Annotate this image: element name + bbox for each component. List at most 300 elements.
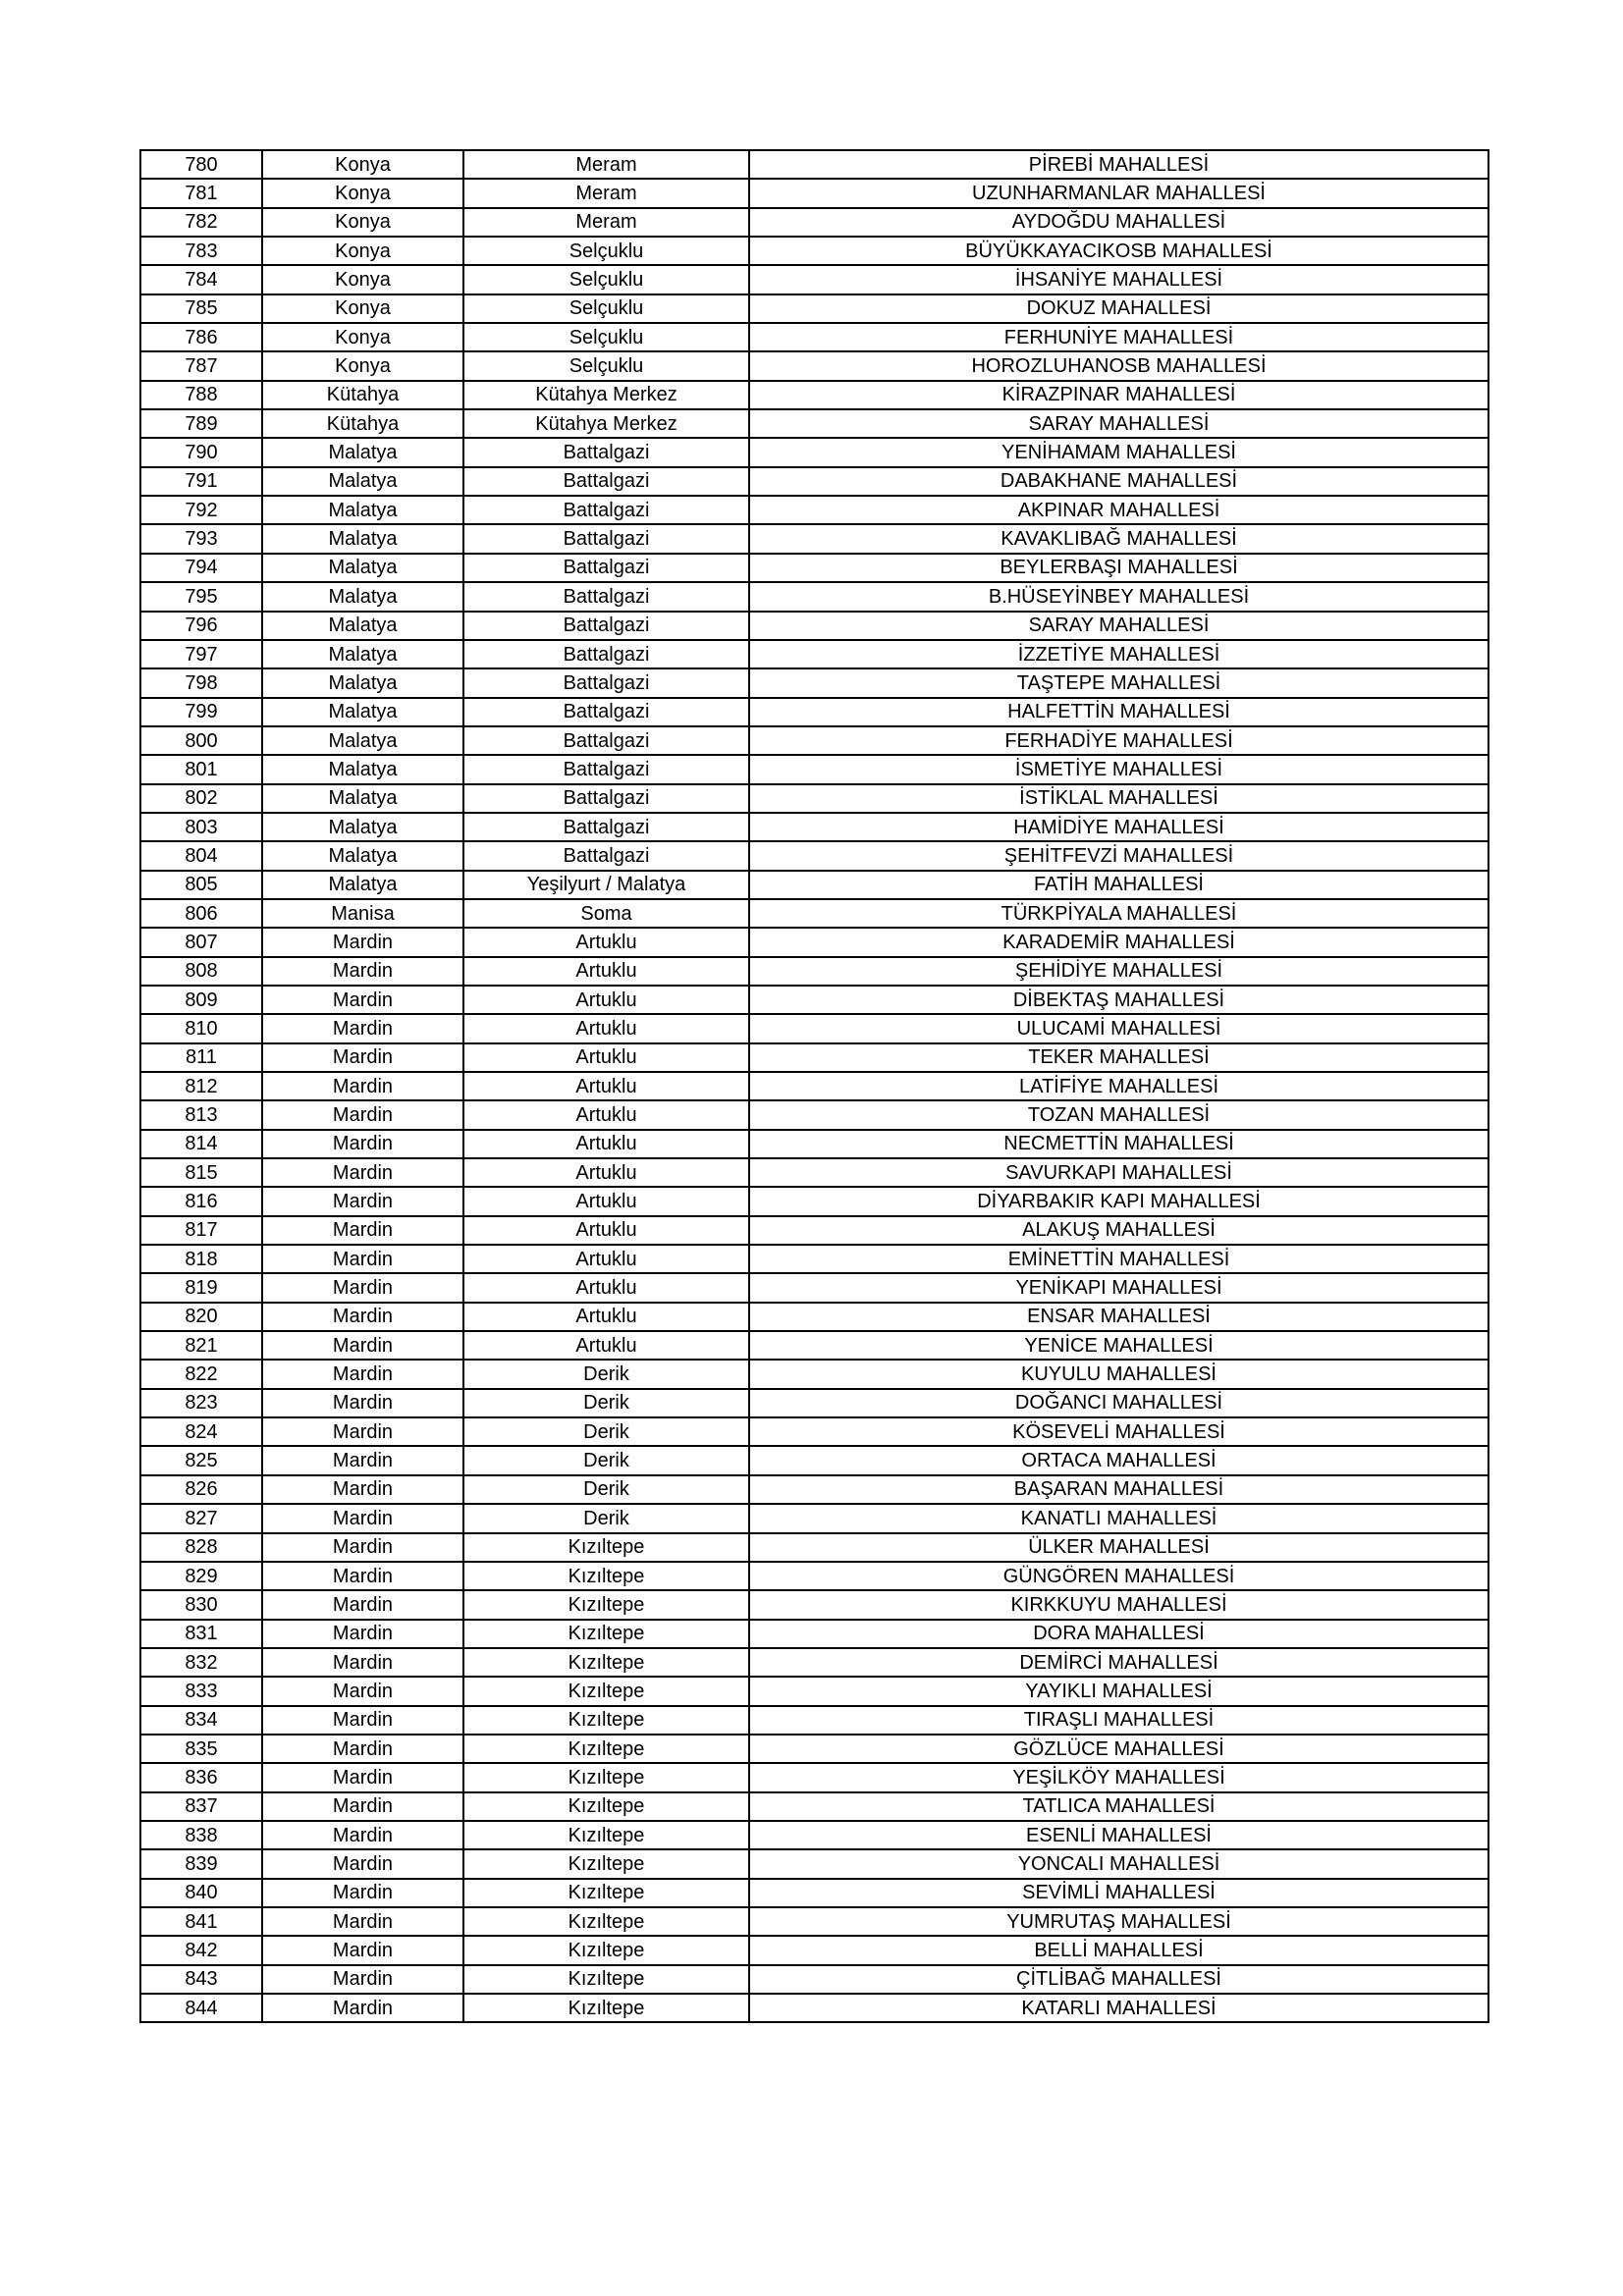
table-row [140,957,1488,986]
district-cell: Yeşilyurt / Malatya [463,871,749,899]
row-number-cell: 838 [140,1821,262,1849]
row-number-cell: 831 [140,1620,262,1648]
row-number-cell: 787 [140,351,262,380]
district-cell: Artuklu [463,1245,749,1273]
table-row [140,582,1488,611]
table-body [140,150,1488,2022]
table-row [140,640,1488,668]
district-cell: Battalgazi [463,612,749,640]
district-cell: Kızıltepe [463,1648,749,1677]
row-number-cell: 810 [140,1014,262,1042]
neighborhood-cell: KANATLI MAHALLESİ [749,1504,1488,1532]
district-cell: Kızıltepe [463,1965,749,1994]
district-cell: Selçuklu [463,237,749,265]
province-cell: Mardin [262,1475,463,1504]
row-number-cell: 808 [140,957,262,986]
table-row [140,1216,1488,1245]
neighborhood-cell: ÇİTLİBAĞ MAHALLESİ [749,1965,1488,1994]
table-row [140,1562,1488,1590]
province-cell: Malatya [262,841,463,870]
table-row [140,1936,1488,1964]
row-number-cell: 836 [140,1763,262,1791]
district-cell: Battalgazi [463,755,749,783]
table-row [140,1965,1488,1994]
province-cell: Malatya [262,784,463,813]
district-cell: Battalgazi [463,554,749,582]
neighborhood-cell: AKPINAR MAHALLESİ [749,496,1488,524]
neighborhood-cell: YENİHAMAM MAHALLESİ [749,438,1488,466]
table-row [140,841,1488,870]
table-row [140,1158,1488,1187]
neighborhood-cell: FATİH MAHALLESİ [749,871,1488,899]
district-cell: Artuklu [463,1303,749,1331]
province-cell: Malatya [262,668,463,697]
neighborhood-table [139,149,1489,2023]
district-cell: Soma [463,899,749,928]
district-cell: Artuklu [463,1158,749,1187]
table-row [140,1475,1488,1504]
province-cell: Malatya [262,640,463,668]
table-row [140,1303,1488,1331]
province-cell: Konya [262,323,463,351]
district-cell: Selçuklu [463,265,749,294]
neighborhood-cell: FERHUNİYE MAHALLESİ [749,323,1488,351]
district-cell: Meram [463,150,749,179]
row-number-cell: 805 [140,871,262,899]
district-cell: Artuklu [463,1331,749,1360]
district-cell: Kızıltepe [463,1590,749,1619]
table-row [140,1043,1488,1072]
row-number-cell: 794 [140,554,262,582]
province-cell: Mardin [262,1072,463,1100]
neighborhood-cell: GÖZLÜCE MAHALLESİ [749,1735,1488,1763]
province-cell: Mardin [262,1187,463,1215]
province-cell: Mardin [262,1936,463,1964]
district-cell: Kütahya Merkez [463,409,749,438]
neighborhood-cell: KUYULU MAHALLESİ [749,1360,1488,1388]
table-row [140,409,1488,438]
table-row [140,1014,1488,1042]
district-cell: Battalgazi [463,467,749,496]
province-cell: Mardin [262,1245,463,1273]
table-row [140,208,1488,237]
province-cell: Konya [262,265,463,294]
row-number-cell: 803 [140,813,262,841]
table-row [140,351,1488,380]
table-row [140,1072,1488,1100]
table-row [140,1389,1488,1417]
district-cell: Derik [463,1446,749,1474]
row-number-cell: 790 [140,438,262,466]
province-cell: Malatya [262,698,463,726]
district-cell: Battalgazi [463,640,749,668]
row-number-cell: 842 [140,1936,262,1964]
table-row [140,1792,1488,1821]
district-cell: Kızıltepe [463,1821,749,1849]
table-row [140,871,1488,899]
province-cell: Konya [262,150,463,179]
row-number-cell: 843 [140,1965,262,1994]
row-number-cell: 841 [140,1907,262,1936]
neighborhood-cell: YENİCE MAHALLESİ [749,1331,1488,1360]
province-cell: Mardin [262,957,463,986]
district-cell: Selçuklu [463,323,749,351]
table-row [140,1331,1488,1360]
row-number-cell: 784 [140,265,262,294]
table-row [140,1446,1488,1474]
district-cell: Kızıltepe [463,1879,749,1907]
table-row [140,1590,1488,1619]
table-row [140,899,1488,928]
row-number-cell: 824 [140,1417,262,1446]
province-cell: Mardin [262,1216,463,1245]
neighborhood-cell: İSMETİYE MAHALLESİ [749,755,1488,783]
province-cell: Manisa [262,899,463,928]
province-cell: Mardin [262,1907,463,1936]
district-cell: Battalgazi [463,784,749,813]
row-number-cell: 815 [140,1158,262,1187]
province-cell: Mardin [262,1735,463,1763]
district-cell: Kızıltepe [463,1763,749,1791]
district-cell: Artuklu [463,957,749,986]
neighborhood-cell: KATARLI MAHALLESİ [749,1994,1488,2022]
row-number-cell: 804 [140,841,262,870]
province-cell: Mardin [262,928,463,956]
table-row [140,698,1488,726]
neighborhood-cell: BÜYÜKKAYACIKOSB MAHALLESİ [749,237,1488,265]
district-cell: Battalgazi [463,438,749,466]
province-cell: Mardin [262,1446,463,1474]
row-number-cell: 814 [140,1130,262,1158]
district-cell: Battalgazi [463,698,749,726]
neighborhood-cell: FERHADİYE MAHALLESİ [749,726,1488,755]
neighborhood-cell: DOKUZ MAHALLESİ [749,294,1488,323]
district-cell: Kızıltepe [463,1735,749,1763]
table-row [140,1360,1488,1388]
neighborhood-cell: YEŞİLKÖY MAHALLESİ [749,1763,1488,1791]
district-cell: Artuklu [463,1216,749,1245]
province-cell: Mardin [262,1677,463,1705]
table-row [140,1706,1488,1735]
row-number-cell: 821 [140,1331,262,1360]
province-cell: Mardin [262,1620,463,1648]
neighborhood-cell: KIRKKUYU MAHALLESİ [749,1590,1488,1619]
table-row [140,726,1488,755]
district-cell: Kızıltepe [463,1677,749,1705]
table-row [140,1648,1488,1677]
neighborhood-cell: BELLİ MAHALLESİ [749,1936,1488,1964]
district-cell: Battalgazi [463,813,749,841]
province-cell: Konya [262,294,463,323]
row-number-cell: 835 [140,1735,262,1763]
row-number-cell: 812 [140,1072,262,1100]
neighborhood-cell: KAVAKLIBAĞ MAHALLESİ [749,524,1488,553]
table-row [140,294,1488,323]
province-cell: Konya [262,237,463,265]
table-row [140,1417,1488,1446]
neighborhood-cell: YONCALI MAHALLESİ [749,1849,1488,1878]
neighborhood-cell: DİYARBAKIR KAPI MAHALLESİ [749,1187,1488,1215]
neighborhood-cell: DORA MAHALLESİ [749,1620,1488,1648]
row-number-cell: 839 [140,1849,262,1878]
neighborhood-cell: SARAY MAHALLESİ [749,409,1488,438]
table-row [140,554,1488,582]
row-number-cell: 801 [140,755,262,783]
row-number-cell: 817 [140,1216,262,1245]
province-cell: Mardin [262,1130,463,1158]
row-number-cell: 830 [140,1590,262,1619]
table-row [140,1273,1488,1302]
neighborhood-cell: DEMİRCİ MAHALLESİ [749,1648,1488,1677]
table-row [140,438,1488,466]
neighborhood-cell: ESENLİ MAHALLESİ [749,1821,1488,1849]
district-cell: Kızıltepe [463,1792,749,1821]
row-number-cell: 791 [140,467,262,496]
table-row [140,1245,1488,1273]
district-cell: Derik [463,1475,749,1504]
neighborhood-cell: NECMETTİN MAHALLESİ [749,1130,1488,1158]
row-number-cell: 798 [140,668,262,697]
table-row [140,813,1488,841]
row-number-cell: 806 [140,899,262,928]
table-row [140,1735,1488,1763]
neighborhood-cell: HAMİDİYE MAHALLESİ [749,813,1488,841]
row-number-cell: 786 [140,323,262,351]
neighborhood-cell: İZZETİYE MAHALLESİ [749,640,1488,668]
province-cell: Mardin [262,1849,463,1878]
table-row [140,1130,1488,1158]
neighborhood-cell: KİRAZPINAR MAHALLESİ [749,381,1488,409]
row-number-cell: 797 [140,640,262,668]
table-row [140,1533,1488,1562]
district-cell: Kızıltepe [463,1936,749,1964]
neighborhood-cell: SAVURKAPI MAHALLESİ [749,1158,1488,1187]
district-cell: Kütahya Merkez [463,381,749,409]
row-number-cell: 826 [140,1475,262,1504]
district-cell: Meram [463,208,749,237]
province-cell: Malatya [262,496,463,524]
district-cell: Artuklu [463,1130,749,1158]
table-row [140,237,1488,265]
neighborhood-cell: YENİKAPI MAHALLESİ [749,1273,1488,1302]
neighborhood-cell: DABAKHANE MAHALLESİ [749,467,1488,496]
neighborhood-cell: B.HÜSEYİNBEY MAHALLESİ [749,582,1488,611]
province-cell: Mardin [262,1014,463,1042]
table-row [140,265,1488,294]
row-number-cell: 825 [140,1446,262,1474]
row-number-cell: 813 [140,1100,262,1129]
district-cell: Meram [463,179,749,207]
district-cell: Derik [463,1360,749,1388]
neighborhood-cell: ULUCAMİ MAHALLESİ [749,1014,1488,1042]
district-cell: Artuklu [463,1187,749,1215]
province-cell: Kütahya [262,381,463,409]
province-cell: Malatya [262,755,463,783]
table-row [140,1849,1488,1878]
row-number-cell: 820 [140,1303,262,1331]
row-number-cell: 785 [140,294,262,323]
row-number-cell: 780 [140,150,262,179]
district-cell: Battalgazi [463,668,749,697]
province-cell: Mardin [262,1273,463,1302]
province-cell: Konya [262,351,463,380]
neighborhood-cell: ALAKUŞ MAHALLESİ [749,1216,1488,1245]
row-number-cell: 799 [140,698,262,726]
table-row [140,150,1488,179]
neighborhood-cell: PİREBİ MAHALLESİ [749,150,1488,179]
province-cell: Malatya [262,871,463,899]
province-cell: Mardin [262,1417,463,1446]
province-cell: Kütahya [262,409,463,438]
neighborhood-cell: İSTİKLAL MAHALLESİ [749,784,1488,813]
district-cell: Battalgazi [463,582,749,611]
row-number-cell: 832 [140,1648,262,1677]
row-number-cell: 796 [140,612,262,640]
province-cell: Mardin [262,1994,463,2022]
district-cell: Kızıltepe [463,1562,749,1590]
table-row [140,1677,1488,1705]
province-cell: Malatya [262,554,463,582]
province-cell: Malatya [262,467,463,496]
province-cell: Mardin [262,1331,463,1360]
district-cell: Artuklu [463,986,749,1014]
neighborhood-cell: EMİNETTİN MAHALLESİ [749,1245,1488,1273]
table-row [140,668,1488,697]
row-number-cell: 828 [140,1533,262,1562]
row-number-cell: 788 [140,381,262,409]
province-cell: Mardin [262,1965,463,1994]
neighborhood-cell: BEYLERBAŞI MAHALLESİ [749,554,1488,582]
neighborhood-cell: SARAY MAHALLESİ [749,612,1488,640]
row-number-cell: 800 [140,726,262,755]
district-cell: Selçuklu [463,294,749,323]
neighborhood-cell: TIRAŞLI MAHALLESİ [749,1706,1488,1735]
row-number-cell: 823 [140,1389,262,1417]
district-cell: Derik [463,1417,749,1446]
row-number-cell: 829 [140,1562,262,1590]
province-cell: Mardin [262,1648,463,1677]
neighborhood-cell: LATİFİYE MAHALLESİ [749,1072,1488,1100]
district-cell: Battalgazi [463,496,749,524]
row-number-cell: 789 [140,409,262,438]
table-row [140,784,1488,813]
row-number-cell: 783 [140,237,262,265]
neighborhood-cell: TÜRKPİYALA MAHALLESİ [749,899,1488,928]
neighborhood-cell: GÜNGÖREN MAHALLESİ [749,1562,1488,1590]
province-cell: Mardin [262,1533,463,1562]
district-cell: Selçuklu [463,351,749,380]
district-cell: Artuklu [463,1100,749,1129]
province-cell: Malatya [262,524,463,553]
district-cell: Battalgazi [463,841,749,870]
neighborhood-cell: DOĞANCI MAHALLESİ [749,1389,1488,1417]
district-cell: Kızıltepe [463,1994,749,2022]
row-number-cell: 819 [140,1273,262,1302]
row-number-cell: 811 [140,1043,262,1072]
row-number-cell: 781 [140,179,262,207]
row-number-cell: 834 [140,1706,262,1735]
province-cell: Malatya [262,813,463,841]
table-row [140,1620,1488,1648]
neighborhood-cell: TEKER MAHALLESİ [749,1043,1488,1072]
district-cell: Artuklu [463,1273,749,1302]
neighborhood-cell: TATLICA MAHALLESİ [749,1792,1488,1821]
province-cell: Mardin [262,1562,463,1590]
table-row [140,612,1488,640]
province-cell: Mardin [262,1763,463,1791]
province-cell: Mardin [262,1303,463,1331]
table-row [140,928,1488,956]
table-row [140,467,1488,496]
row-number-cell: 844 [140,1994,262,2022]
district-cell: Kızıltepe [463,1706,749,1735]
province-cell: Malatya [262,582,463,611]
neighborhood-cell: HALFETTİN MAHALLESİ [749,698,1488,726]
province-cell: Mardin [262,1158,463,1187]
district-cell: Kızıltepe [463,1849,749,1878]
district-cell: Artuklu [463,1072,749,1100]
table-row [140,1994,1488,2022]
neighborhood-cell: KÖSEVELİ MAHALLESİ [749,1417,1488,1446]
district-cell: Battalgazi [463,726,749,755]
neighborhood-cell: YUMRUTAŞ MAHALLESİ [749,1907,1488,1936]
district-cell: Derik [463,1504,749,1532]
province-cell: Mardin [262,1389,463,1417]
table-row [140,1187,1488,1215]
province-cell: Mardin [262,1043,463,1072]
table-row [140,524,1488,553]
row-number-cell: 793 [140,524,262,553]
row-number-cell: 827 [140,1504,262,1532]
row-number-cell: 807 [140,928,262,956]
province-cell: Mardin [262,1879,463,1907]
table-row [140,381,1488,409]
table-row [140,1100,1488,1129]
neighborhood-cell: BAŞARAN MAHALLESİ [749,1475,1488,1504]
province-cell: Mardin [262,1706,463,1735]
neighborhood-cell: ÜLKER MAHALLESİ [749,1533,1488,1562]
table-row [140,179,1488,207]
row-number-cell: 809 [140,986,262,1014]
table-row [140,1763,1488,1791]
row-number-cell: 795 [140,582,262,611]
neighborhood-cell: SEVİMLİ MAHALLESİ [749,1879,1488,1907]
row-number-cell: 818 [140,1245,262,1273]
neighborhood-cell: ŞEHİTFEVZİ MAHALLESİ [749,841,1488,870]
province-cell: Malatya [262,438,463,466]
row-number-cell: 833 [140,1677,262,1705]
district-cell: Artuklu [463,1014,749,1042]
row-number-cell: 837 [140,1792,262,1821]
province-cell: Mardin [262,1504,463,1532]
province-cell: Malatya [262,726,463,755]
neighborhood-cell: ENSAR MAHALLESİ [749,1303,1488,1331]
province-cell: Mardin [262,1821,463,1849]
neighborhood-cell: HOROZLUHANOSB MAHALLESİ [749,351,1488,380]
province-cell: Mardin [262,1590,463,1619]
province-cell: Mardin [262,986,463,1014]
neighborhood-cell: UZUNHARMANLAR MAHALLESİ [749,179,1488,207]
neighborhood-cell: YAYIKLI MAHALLESİ [749,1677,1488,1705]
table-row [140,755,1488,783]
row-number-cell: 840 [140,1879,262,1907]
table-row [140,1821,1488,1849]
province-cell: Mardin [262,1100,463,1129]
row-number-cell: 816 [140,1187,262,1215]
neighborhood-cell: AYDOĞDU MAHALLESİ [749,208,1488,237]
district-cell: Artuklu [463,928,749,956]
row-number-cell: 792 [140,496,262,524]
